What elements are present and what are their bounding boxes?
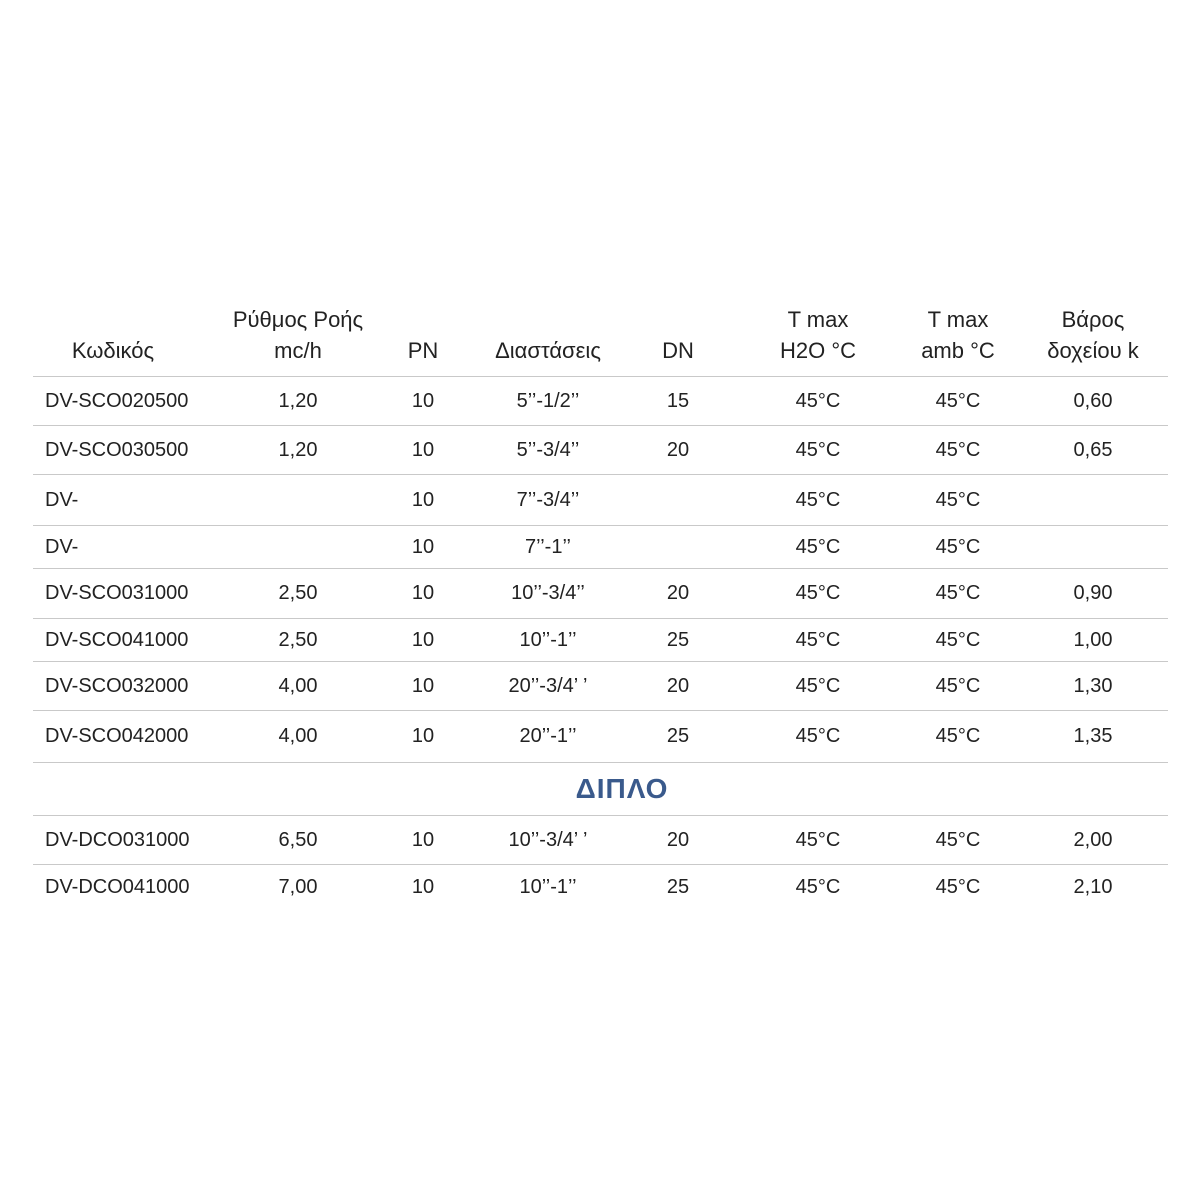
cell-code: DV-SCO042000 [45, 725, 189, 747]
cell-tmax-h2o: 45°C [795, 488, 841, 511]
cell-pn: 10 [411, 876, 435, 898]
cell-dn: 25 [666, 876, 690, 898]
cell-flow: 2,50 [278, 628, 318, 651]
cell-tmax-h2o: 45°C [795, 389, 841, 412]
header-tmax-h2o [758, 304, 878, 366]
table-row [33, 865, 1168, 910]
cell-tmax-h2o: 45°C [795, 876, 841, 898]
cell-pn: 10 [411, 389, 435, 412]
cell-dn: 20 [666, 674, 690, 697]
header-code-line: Κωδικός [71, 338, 155, 363]
cell-tmax-h2o: 45°C [795, 628, 841, 651]
cell-tmax-amb: 45°C [935, 438, 981, 461]
header-code [43, 335, 183, 366]
cell-flow: 4,00 [278, 674, 318, 697]
cell-tmax-amb: 45°C [935, 674, 981, 697]
cell-weight: 2,00 [1073, 828, 1113, 851]
cell-tmax-amb: 45°C [935, 725, 981, 747]
table-row [33, 377, 1168, 426]
header-flow-line2: mc/h [274, 338, 322, 363]
cell-dn: 25 [666, 628, 690, 651]
header-dims-line: Διαστάσεις [495, 338, 601, 363]
cell-tmax-h2o: 45°C [795, 582, 841, 604]
cell-dims: 10’’-3/4’ ’ [508, 828, 588, 851]
cell-dims: 7’’-3/4’’ [516, 488, 580, 511]
cell-dims: 20’’-1’’ [519, 725, 577, 747]
cell-weight: 0,90 [1073, 582, 1113, 604]
table-row [33, 662, 1168, 711]
cell-dn: 25 [666, 725, 690, 747]
cell-tmax-h2o: 45°C [795, 438, 841, 461]
cell-dn: 15 [666, 389, 690, 412]
header-flow-line1: Ρύθμος Ροής [232, 307, 364, 332]
cell-code: DV-SCO031000 [45, 582, 189, 604]
header-tmax-h2o-line1: T max [787, 307, 849, 332]
cell-weight [1028, 475, 1158, 525]
spec-table [33, 300, 1168, 910]
cell-flow: 2,50 [278, 582, 318, 604]
cell-pn: 10 [411, 438, 435, 461]
cell-weight [1028, 526, 1158, 568]
table-row [33, 816, 1168, 865]
header-tmax-amb-line2: amb °C [921, 338, 995, 363]
cell-pn: 10 [411, 725, 435, 747]
cell-weight: 0,65 [1073, 438, 1113, 461]
header-weight-line1: Βάρος [1061, 307, 1125, 332]
cell-dn: 20 [666, 828, 690, 851]
header-dn-line: DN [662, 338, 694, 363]
cell-code: DV- [45, 535, 79, 558]
cell-tmax-h2o: 45°C [795, 725, 841, 747]
cell-tmax-amb: 45°C [935, 876, 981, 898]
cell-code: DV-SCO030500 [45, 438, 189, 461]
cell-dims: 7’’-1’’ [525, 535, 571, 558]
cell-pn: 10 [411, 674, 435, 697]
cell-tmax-amb: 45°C [935, 389, 981, 412]
cell-tmax-amb: 45°C [935, 828, 981, 851]
cell-flow: 7,00 [278, 876, 318, 898]
cell-tmax-h2o: 45°C [795, 674, 841, 697]
cell-flow: 6,50 [278, 828, 318, 851]
table-row [33, 426, 1168, 475]
header-tmax-h2o-line2: H2O °C [779, 338, 857, 363]
cell-dims: 5’’-1/2’’ [516, 389, 580, 412]
cell-dims: 10’’-1’’ [519, 628, 577, 651]
table-header [33, 300, 1168, 377]
header-pn-line: PN [407, 338, 439, 363]
cell-code: DV-SCO020500 [45, 389, 189, 412]
cell-tmax-amb: 45°C [935, 488, 981, 511]
cell-weight: 1,00 [1073, 628, 1113, 651]
table-row [33, 569, 1168, 619]
cell-flow [248, 526, 348, 568]
cell-code: DV-DCO031000 [45, 828, 190, 851]
cell-dims: 10’’-1’’ [519, 876, 577, 898]
cell-dn [638, 526, 718, 568]
cell-code: DV-SCO041000 [45, 628, 189, 651]
header-flow [208, 304, 388, 366]
cell-pn: 10 [411, 488, 435, 511]
header-dims [468, 335, 628, 366]
cell-dn [638, 475, 718, 525]
header-weight-line2: δοχείου k [1047, 338, 1139, 363]
cell-tmax-amb: 45°C [935, 628, 981, 651]
cell-tmax-h2o: 45°C [795, 535, 841, 558]
table-row [33, 711, 1168, 763]
cell-weight: 2,10 [1073, 876, 1113, 898]
cell-flow [248, 475, 348, 525]
cell-tmax-amb: 45°C [935, 582, 981, 604]
header-tmax-amb [898, 304, 1018, 366]
header-dn [638, 335, 718, 366]
table-row [33, 475, 1168, 526]
cell-pn: 10 [411, 628, 435, 651]
cell-dims: 20’’-3/4’ ’ [508, 674, 588, 697]
cell-weight: 1,35 [1073, 725, 1113, 747]
single-rows [33, 377, 1168, 763]
cell-pn: 10 [411, 828, 435, 851]
cell-weight: 0,60 [1073, 389, 1113, 412]
double-rows [33, 816, 1168, 910]
cell-weight: 1,30 [1073, 674, 1113, 697]
cell-tmax-amb: 45°C [935, 535, 981, 558]
cell-dims: 10’’-3/4’’ [511, 582, 585, 604]
cell-pn: 10 [411, 582, 435, 604]
cell-pn: 10 [411, 535, 435, 558]
cell-code: DV-DCO041000 [45, 876, 190, 898]
header-weight [1028, 304, 1158, 366]
cell-code: DV- [45, 488, 79, 511]
section-title: ΔΙΠΛΟ [575, 773, 669, 804]
cell-dn: 20 [666, 582, 690, 604]
table-row [33, 619, 1168, 662]
header-pn [383, 335, 463, 366]
section-double [33, 763, 1168, 816]
cell-tmax-h2o: 45°C [795, 828, 841, 851]
header-tmax-amb-line1: T max [927, 307, 989, 332]
cell-dims: 5’’-3/4’’ [516, 438, 580, 461]
cell-code: DV-SCO032000 [45, 674, 189, 697]
cell-dn: 20 [666, 438, 690, 461]
table-row [33, 526, 1168, 569]
cell-flow: 4,00 [278, 725, 318, 747]
cell-flow: 1,20 [278, 389, 318, 412]
cell-flow: 1,20 [278, 438, 318, 461]
